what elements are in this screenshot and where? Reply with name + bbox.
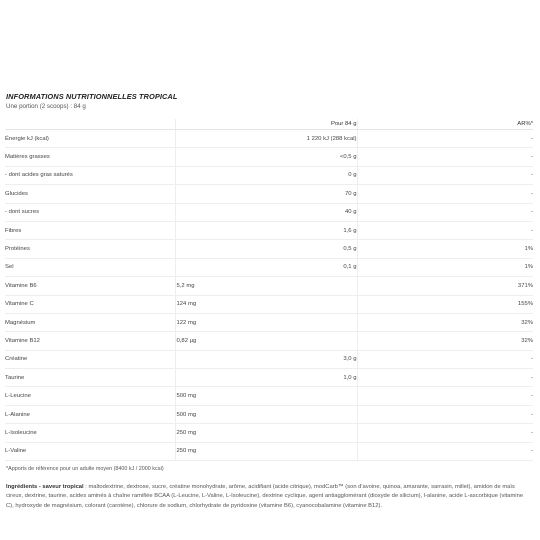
table-header-row: [5, 119, 533, 130]
amount-per-serving: 0,82 µg: [175, 332, 357, 350]
nutrient-name: Sel: [5, 258, 175, 276]
nutrient-name: Magnésium: [5, 313, 175, 331]
reference-intake-percent: -: [357, 424, 533, 442]
ingredients-label: Ingrédients - saveur tropical: [6, 484, 84, 491]
reference-intake-percent: -: [357, 369, 533, 387]
reference-intake-percent: 32%: [357, 313, 533, 331]
reference-intake-percent: -: [357, 203, 533, 221]
reference-intake-percent: -: [357, 148, 533, 166]
ingredients-text: : maltodextrine, dextrose, sucre, créatine monohydrate, arôme, acidifiant (acide citrique), modCarb™ (son d'avoine, quinoa, amarante, sarrasin, millet), amidon de maïs cireux, dextrine, taurine, acides aminés à chaîne ramifiée BCAA (L-Leucine, L-Valine, L-Isoleucine), dextrine cyclique, agent antiagglomérant (dioxyde de silicium), l-alanine, acide L-ascorbique (vitamine C), hydroxyde de magnésium, colorant (carotène), chlorure de sodium, chlorhydrate de pyridoxine (vitamine B6), cyanocobalamine (vitamine B12).: [6, 484, 524, 509]
table-row: [5, 424, 533, 442]
nutrient-name: - dont sucres: [5, 203, 175, 221]
reference-intake-percent: -: [357, 405, 533, 423]
amount-per-serving: <0,5 g: [175, 148, 357, 166]
table-row: [5, 387, 533, 405]
table-row: [5, 258, 533, 276]
reference-intake-percent: -: [357, 221, 533, 239]
amount-per-serving: 124 mg: [175, 295, 357, 313]
nutrition-panel: [5, 92, 533, 511]
table-row: [5, 130, 533, 148]
nutrient-name: L-Valine: [5, 442, 175, 460]
table-row: [5, 203, 533, 221]
amount-per-serving: 1 220 kJ (288 kcal): [175, 130, 357, 148]
table-row: [5, 332, 533, 350]
amount-per-serving: 122 mg: [175, 313, 357, 331]
amount-per-serving: 500 mg: [175, 405, 357, 423]
reference-intake-percent: 371%: [357, 277, 533, 295]
amount-per-serving: 3,0 g: [175, 350, 357, 368]
nutrition-table: [5, 119, 533, 461]
amount-per-serving: 0 g: [175, 166, 357, 184]
table-row: [5, 166, 533, 184]
reference-intake-percent: 1%: [357, 240, 533, 258]
amount-per-serving: 0,5 g: [175, 240, 357, 258]
table-row: [5, 277, 533, 295]
column-header-reference-intake: AR%*: [357, 119, 533, 130]
table-row: [5, 221, 533, 239]
reference-intake-percent: -: [357, 185, 533, 203]
column-header-nutrient: [5, 119, 175, 130]
nutrient-name: Vitamine B6: [5, 277, 175, 295]
table-body: [5, 130, 533, 461]
nutrient-name: Taurine: [5, 369, 175, 387]
amount-per-serving: 5,2 mg: [175, 277, 357, 295]
amount-per-serving: 1,6 g: [175, 221, 357, 239]
nutrient-name: L-Isoleucine: [5, 424, 175, 442]
nutrient-name: Vitamine C: [5, 295, 175, 313]
amount-per-serving: 1,0 g: [175, 369, 357, 387]
table-row: [5, 442, 533, 460]
nutrient-name: Glucides: [5, 185, 175, 203]
nutrient-name: Vitamine B12: [5, 332, 175, 350]
amount-per-serving: 500 mg: [175, 387, 357, 405]
reference-intake-percent: 1%: [357, 258, 533, 276]
table-row: [5, 369, 533, 387]
nutrient-name: Fibres: [5, 221, 175, 239]
nutrient-name: Protéines: [5, 240, 175, 258]
table-row: [5, 350, 533, 368]
table-row: [5, 405, 533, 423]
table-row: [5, 240, 533, 258]
nutrient-name: L-Leucine: [5, 387, 175, 405]
amount-per-serving: 70 g: [175, 185, 357, 203]
nutrient-name: Créatine: [5, 350, 175, 368]
footnote: *Apports de référence pour un adulte moyen (8400 kJ / 2000 kcal): [6, 466, 164, 473]
reference-intake-percent: 155%: [357, 295, 533, 313]
reference-intake-percent: -: [357, 442, 533, 460]
table-row: [5, 185, 533, 203]
serving-size: Une portion (2 scoops) : 84 g: [6, 103, 86, 110]
column-header-per-serving: Pour 84 g: [175, 119, 357, 130]
reference-intake-percent: -: [357, 387, 533, 405]
amount-per-serving: 250 mg: [175, 442, 357, 460]
table-row: [5, 295, 533, 313]
amount-per-serving: 0,1 g: [175, 258, 357, 276]
nutrient-name: - dont acides gras saturés: [5, 166, 175, 184]
amount-per-serving: 40 g: [175, 203, 357, 221]
reference-intake-percent: -: [357, 130, 533, 148]
nutrient-name: L-Alanine: [5, 405, 175, 423]
table-row: [5, 148, 533, 166]
nutrient-name: Matières grasses: [5, 148, 175, 166]
amount-per-serving: 250 mg: [175, 424, 357, 442]
reference-intake-percent: 32%: [357, 332, 533, 350]
table-row: [5, 313, 533, 331]
nutrient-name: Énergie kJ (kcal): [5, 130, 175, 148]
section-title: INFORMATIONS NUTRITIONNELLES TROPICAL: [6, 92, 178, 101]
reference-intake-percent: -: [357, 166, 533, 184]
reference-intake-percent: -: [357, 350, 533, 368]
ingredients-block: [5, 483, 526, 511]
